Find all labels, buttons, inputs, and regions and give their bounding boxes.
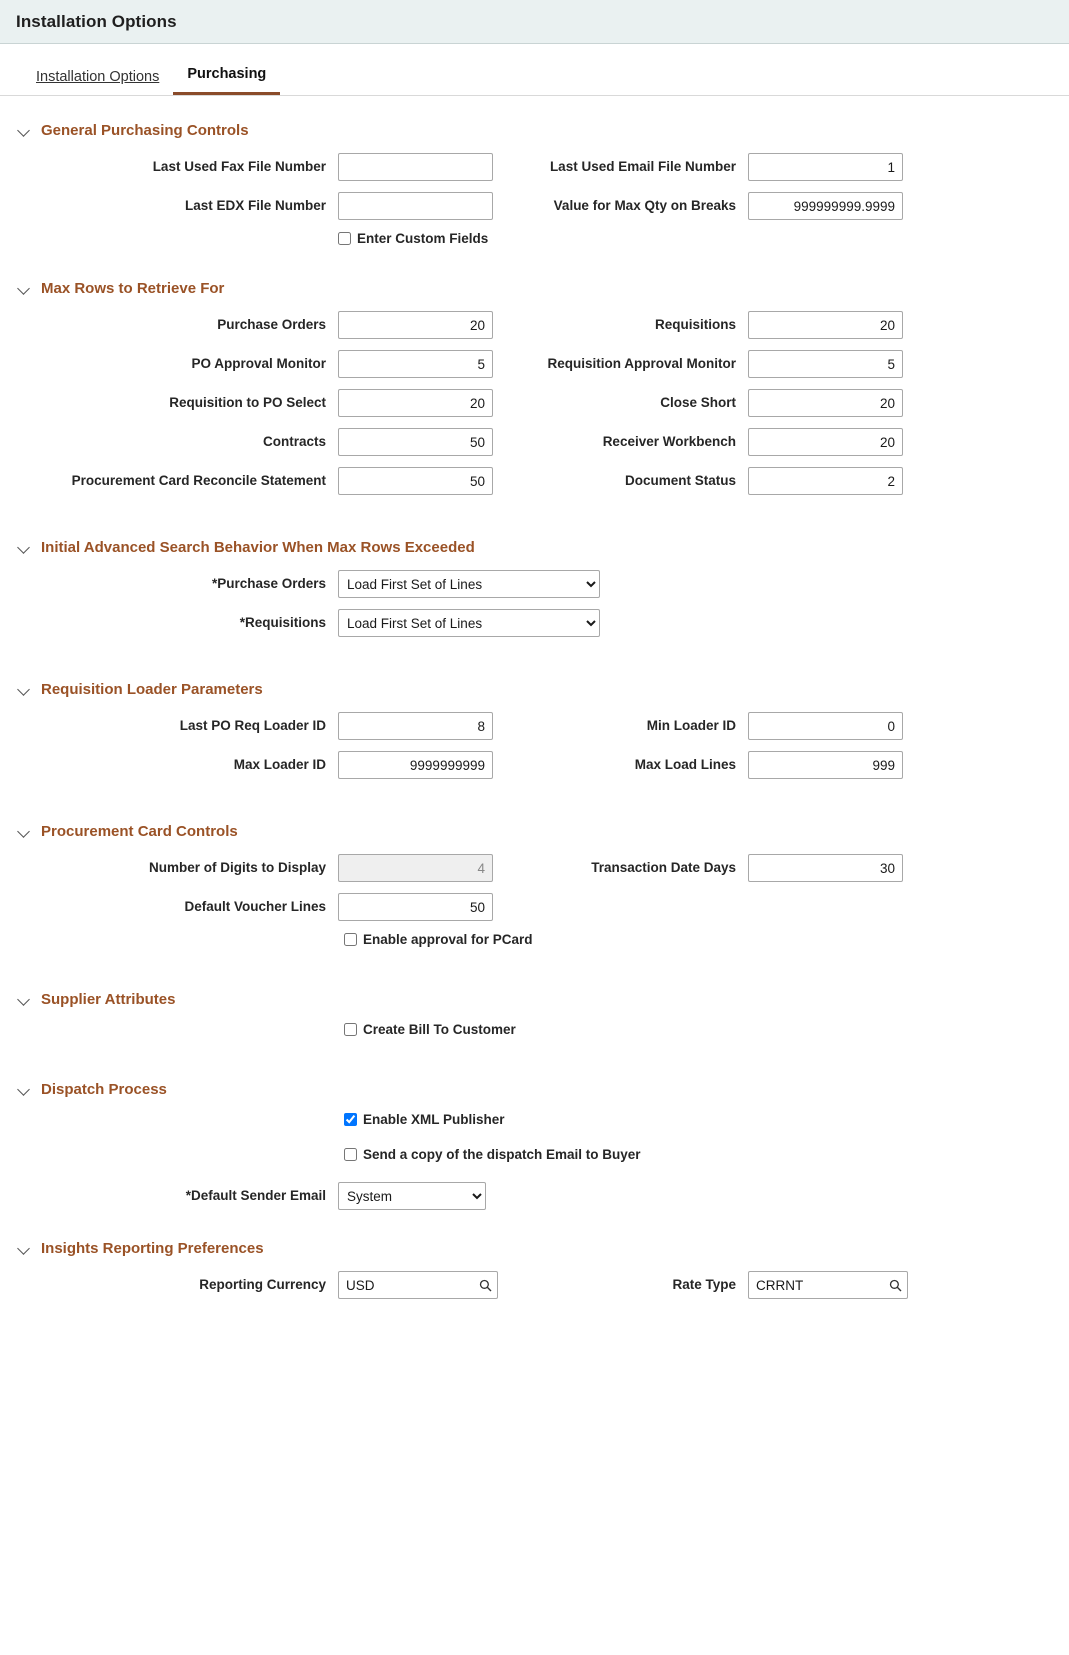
field-enter-custom-fields	[338, 231, 528, 246]
field-contracts	[338, 428, 528, 456]
field-default-voucher-lines	[338, 893, 528, 921]
label-requisition-to-po-select: Requisition to PO Select	[169, 394, 326, 410]
field-create-bill-to-customer	[338, 1022, 938, 1037]
chevron-down-icon[interactable]	[18, 993, 31, 1006]
search-behavior-fields-grid	[18, 570, 1069, 637]
input-number-of-digits-to-display	[338, 854, 493, 882]
checkbox-send-copy-dispatch-email[interactable]	[344, 1148, 357, 1161]
select-search-requisitions[interactable]	[338, 609, 600, 637]
page-title: Installation Options	[16, 11, 177, 31]
lookup-rate-type	[748, 1271, 908, 1299]
input-max-load-lines[interactable]	[748, 751, 903, 779]
chevron-down-icon[interactable]	[18, 282, 31, 295]
section-title-general: General Purchasing Controls	[41, 122, 249, 139]
field-last-used-fax-file-number	[338, 153, 528, 181]
field-max-loader-id	[338, 751, 528, 779]
field-reporting-currency	[338, 1271, 528, 1299]
chevron-down-icon[interactable]	[18, 683, 31, 696]
label-enable-xml-publisher: Enable XML Publisher	[363, 1112, 505, 1127]
input-procurement-card-reconcile-statement[interactable]	[338, 467, 493, 495]
section-header-pcard	[18, 823, 1069, 840]
label-receiver-workbench: Receiver Workbench	[602, 433, 736, 449]
select-default-sender-email[interactable]	[338, 1182, 486, 1210]
field-requisition-approval-monitor	[748, 350, 938, 378]
label-po-approval-monitor: PO Approval Monitor	[191, 355, 326, 371]
field-receiver-workbench	[748, 428, 938, 456]
input-max-rows-requisitions[interactable]	[748, 311, 903, 339]
general-fields-grid	[18, 153, 1069, 246]
field-requisition-to-po-select	[338, 389, 528, 417]
checkbox-row-enable-approval-pcard[interactable]	[344, 932, 533, 947]
field-transaction-date-days	[748, 854, 938, 882]
field-send-copy-dispatch-email	[338, 1147, 938, 1162]
input-max-rows-purchase-orders[interactable]	[338, 311, 493, 339]
label-max-load-lines: Max Load Lines	[634, 756, 736, 772]
checkbox-row-enable-xml-publisher[interactable]	[344, 1112, 505, 1127]
field-last-po-req-loader-id	[338, 712, 528, 740]
req-loader-fields-grid	[18, 712, 1069, 779]
field-purchase-orders	[338, 311, 528, 339]
pcard-fields-grid	[18, 854, 1069, 947]
input-last-used-fax-file-number[interactable]	[338, 153, 493, 181]
label-last-used-fax-file-number: Last Used Fax File Number	[152, 158, 326, 174]
input-last-used-email-file-number[interactable]	[748, 153, 903, 181]
input-close-short[interactable]	[748, 389, 903, 417]
input-rate-type[interactable]	[748, 1271, 908, 1299]
section-pcard-controls	[0, 823, 1069, 947]
input-min-loader-id[interactable]	[748, 712, 903, 740]
label-last-po-req-loader-id: Last PO Req Loader ID	[179, 717, 326, 733]
chevron-down-icon[interactable]	[18, 124, 31, 137]
label-purchase-orders: Purchase Orders	[217, 316, 326, 332]
chevron-down-icon[interactable]	[18, 541, 31, 554]
label-last-edx-file-number: Last EDX File Number	[184, 197, 326, 213]
field-procurement-card-reconcile-statement	[338, 467, 528, 495]
label-rate-type: Rate Type	[672, 1276, 736, 1292]
insights-fields-grid	[18, 1271, 1069, 1299]
section-header-req-loader	[18, 681, 1069, 698]
section-title-req-loader: Requisition Loader Parameters	[41, 681, 263, 698]
search-icon[interactable]	[479, 1279, 492, 1292]
label-search-purchase-orders: *Purchase Orders	[211, 575, 326, 591]
input-default-voucher-lines[interactable]	[338, 893, 493, 921]
label-enable-approval-pcard: Enable approval for PCard	[363, 932, 533, 947]
field-enable-xml-publisher	[338, 1112, 938, 1127]
field-requisitions	[748, 311, 938, 339]
section-header-supplier	[18, 991, 1069, 1008]
section-header-search-behavior	[18, 539, 1069, 556]
section-title-max-rows: Max Rows to Retrieve For	[41, 280, 225, 297]
label-number-of-digits-to-display: Number of Digits to Display	[148, 859, 326, 875]
section-title-dispatch: Dispatch Process	[41, 1081, 167, 1098]
section-title-search-behavior: Initial Advanced Search Behavior When Max Rows Exceeded	[41, 539, 475, 556]
label-document-status: Document Status	[624, 472, 736, 488]
input-transaction-date-days[interactable]	[748, 854, 903, 882]
page-header	[0, 0, 1069, 44]
checkbox-row-create-bill-to-customer[interactable]	[344, 1022, 516, 1037]
lookup-reporting-currency	[338, 1271, 498, 1299]
input-requisition-to-po-select[interactable]	[338, 389, 493, 417]
input-value-for-max-qty-on-breaks[interactable]	[748, 192, 903, 220]
label-send-copy-dispatch-email: Send a copy of the dispatch Email to Buyer	[363, 1147, 641, 1162]
tab-purchasing[interactable]	[173, 62, 280, 95]
chevron-down-icon[interactable]	[18, 825, 31, 838]
field-last-used-email-file-number	[748, 153, 938, 181]
label-requisition-approval-monitor: Requisition Approval Monitor	[547, 355, 736, 371]
supplier-fields-grid	[18, 1022, 1069, 1037]
checkbox-enter-custom-fields[interactable]	[338, 232, 351, 245]
input-max-loader-id[interactable]	[338, 751, 493, 779]
field-number-of-digits-to-display	[338, 854, 528, 882]
label-create-bill-to-customer: Create Bill To Customer	[363, 1022, 516, 1037]
label-default-sender-email: *Default Sender Email	[185, 1187, 326, 1203]
section-max-rows	[0, 280, 1069, 495]
input-document-status[interactable]	[748, 467, 903, 495]
section-title-supplier: Supplier Attributes	[41, 991, 176, 1008]
section-header-general	[18, 122, 1069, 139]
label-search-requisitions: *Requisitions	[239, 614, 326, 630]
field-close-short	[748, 389, 938, 417]
chevron-down-icon[interactable]	[18, 1242, 31, 1255]
field-max-load-lines	[748, 751, 938, 779]
chevron-down-icon[interactable]	[18, 1083, 31, 1096]
input-po-approval-monitor[interactable]	[338, 350, 493, 378]
field-default-sender-email	[338, 1182, 938, 1210]
input-reporting-currency[interactable]	[338, 1271, 498, 1299]
checkbox-row-send-copy-dispatch-email[interactable]	[344, 1147, 641, 1162]
section-req-loader	[0, 681, 1069, 779]
checkbox-create-bill-to-customer[interactable]	[344, 1023, 357, 1036]
search-icon[interactable]	[889, 1279, 902, 1292]
field-search-requisitions	[338, 609, 938, 637]
field-enable-approval-pcard	[338, 932, 938, 947]
section-header-max-rows	[18, 280, 1069, 297]
section-header-dispatch	[18, 1081, 1069, 1098]
section-header-insights	[18, 1240, 1069, 1257]
select-search-purchase-orders[interactable]	[338, 570, 600, 598]
section-insights	[0, 1240, 1069, 1329]
input-contracts[interactable]	[338, 428, 493, 456]
section-dispatch-process	[0, 1081, 1069, 1210]
tab-installation-options[interactable]	[22, 65, 173, 95]
input-last-po-req-loader-id[interactable]	[338, 712, 493, 740]
label-requisitions: Requisitions	[654, 316, 736, 332]
field-document-status	[748, 467, 938, 495]
label-enter-custom-fields: Enter Custom Fields	[357, 231, 489, 246]
section-search-behavior	[0, 539, 1069, 637]
label-procurement-card-reconcile-statement: Procurement Card Reconcile Statement	[71, 473, 326, 489]
section-title-pcard: Procurement Card Controls	[41, 823, 238, 840]
field-last-edx-file-number	[338, 192, 528, 220]
tab-bar	[0, 44, 1069, 96]
field-min-loader-id	[748, 712, 938, 740]
tab-purchasing-label: Purchasing	[187, 66, 267, 82]
section-supplier-attributes	[0, 991, 1069, 1037]
dispatch-fields-grid	[18, 1112, 1069, 1210]
field-rate-type	[748, 1271, 938, 1299]
max-rows-fields-grid	[18, 311, 1069, 495]
checkbox-enable-xml-publisher[interactable]	[344, 1113, 357, 1126]
label-min-loader-id: Min Loader ID	[646, 717, 736, 733]
checkbox-enable-approval-pcard[interactable]	[344, 933, 357, 946]
checkbox-row-enter-custom-fields[interactable]	[338, 231, 488, 246]
label-contracts: Contracts	[262, 433, 326, 449]
label-value-for-max-qty-on-breaks: Value for Max Qty on Breaks	[553, 197, 736, 213]
tab-installation-options-label: Installation Options	[36, 69, 160, 85]
field-value-for-max-qty-on-breaks	[748, 192, 938, 220]
label-default-voucher-lines: Default Voucher Lines	[184, 898, 326, 914]
section-general-purchasing-controls	[0, 122, 1069, 246]
label-max-loader-id: Max Loader ID	[233, 756, 326, 772]
input-receiver-workbench[interactable]	[748, 428, 903, 456]
label-close-short: Close Short	[660, 394, 736, 410]
label-reporting-currency: Reporting Currency	[199, 1276, 326, 1292]
section-title-insights: Insights Reporting Preferences	[41, 1240, 264, 1257]
label-last-used-email-file-number: Last Used Email File Number	[549, 158, 736, 174]
input-last-edx-file-number[interactable]	[338, 192, 493, 220]
input-requisition-approval-monitor[interactable]	[748, 350, 903, 378]
label-transaction-date-days: Transaction Date Days	[591, 859, 736, 875]
field-po-approval-monitor	[338, 350, 528, 378]
field-search-purchase-orders	[338, 570, 938, 598]
